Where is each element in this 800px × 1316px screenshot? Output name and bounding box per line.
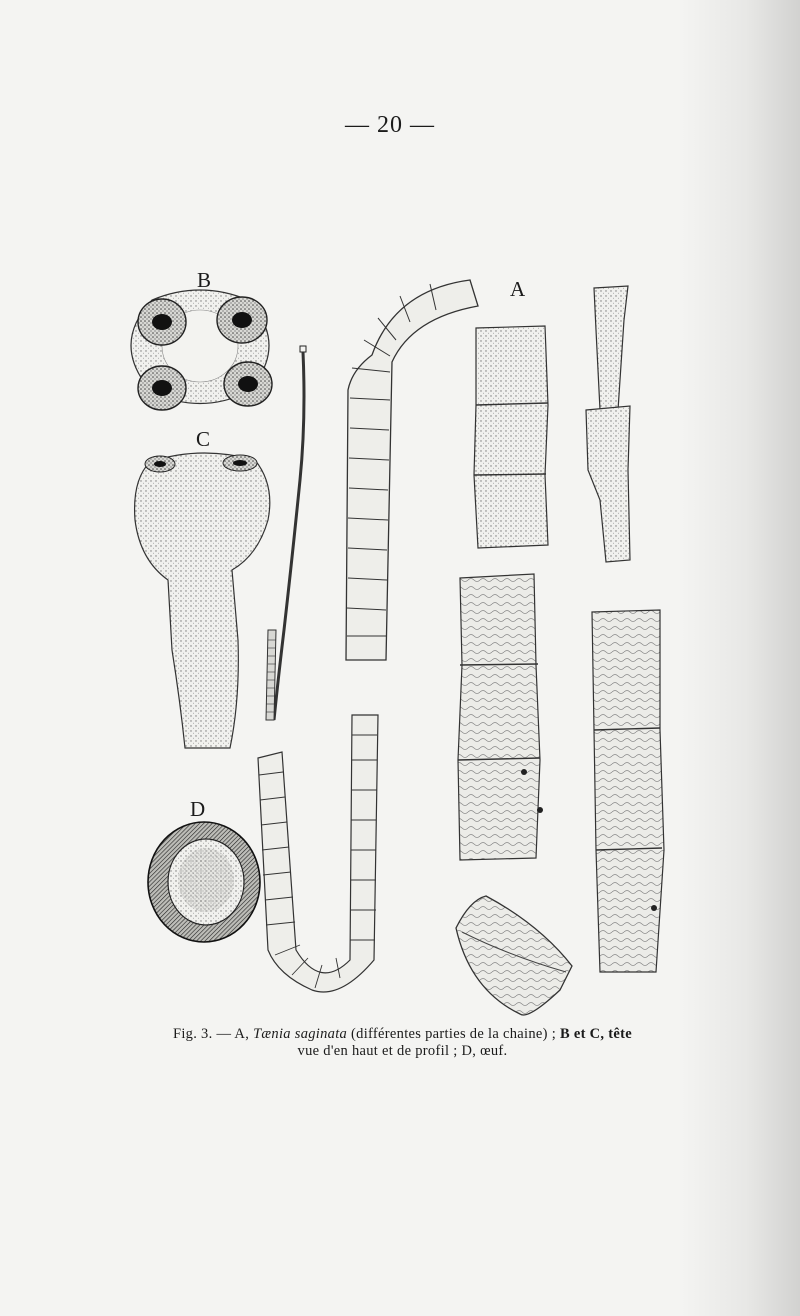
caption-fig-label: Fig. 3. xyxy=(172,1026,213,1042)
scolex-top-view-drawing xyxy=(131,290,272,410)
detached-proglottid-drawing xyxy=(456,896,572,1015)
caption-tete: tête xyxy=(608,1026,633,1042)
scolex-profile-drawing xyxy=(135,453,270,748)
caption-b-c: B et C, xyxy=(559,1026,605,1042)
egg-drawing xyxy=(148,822,260,942)
mature-proglottids-left-drawing xyxy=(458,574,543,860)
figure-caption xyxy=(130,1026,675,1060)
page-number: — 20 — xyxy=(345,112,435,138)
curved-chain-drawing xyxy=(346,280,478,660)
label-c: C xyxy=(196,427,211,451)
caption-a-letter: A, xyxy=(234,1026,250,1042)
label-a: A xyxy=(510,277,526,301)
narrow-segments-drawing xyxy=(586,286,630,562)
proglottid-column-upper-drawing xyxy=(474,326,548,548)
caption-parenthetical: (différentes parties de la chaine) ; xyxy=(351,1026,557,1042)
caption-species: Tænia saginata xyxy=(253,1026,348,1042)
caption-line2: vue d'en haut et de profil ; D, œuf. xyxy=(297,1043,508,1059)
u-chain-drawing xyxy=(258,715,378,992)
thin-chain-drawing xyxy=(266,346,306,720)
label-d: D xyxy=(190,797,206,821)
caption-dash: — xyxy=(216,1026,232,1042)
label-b: B xyxy=(197,268,212,292)
mature-proglottids-right-drawing xyxy=(592,610,664,972)
